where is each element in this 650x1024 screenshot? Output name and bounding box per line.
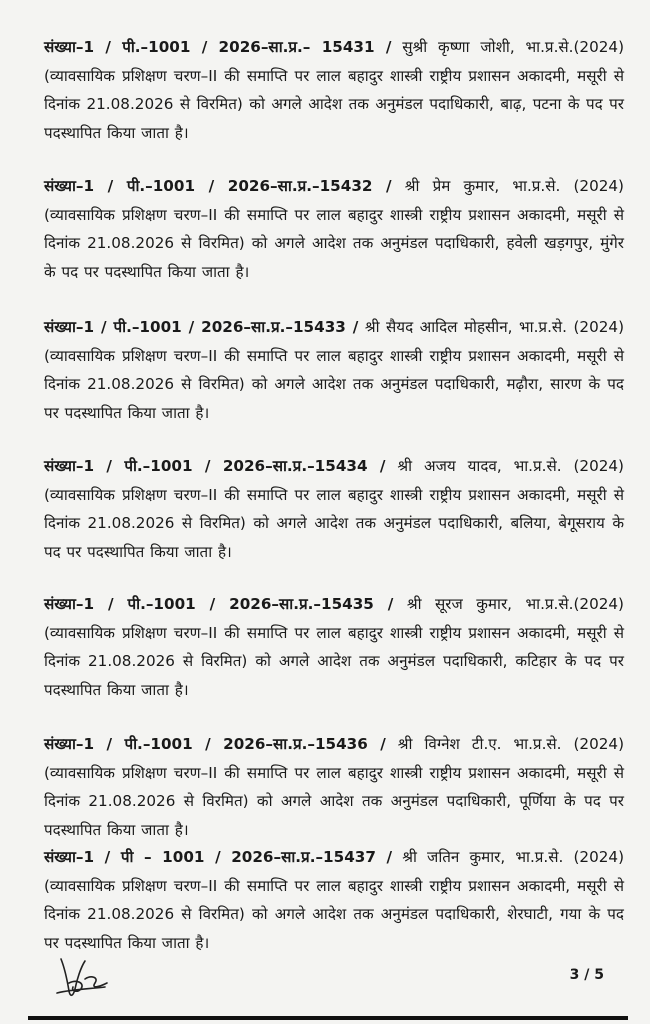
order-text: श्री सूरज कुमार, भा.प्र.से.(2024) (व्यावसायिक प्रशिक्षण चरण–II की समाप्ति पर लाल बहादुर शास्त्री राष्ट्रीय प्रशासन अकादमी, मसूरी से दिनांक 21.08.2026 से विरमित) को अगले आदेश तक अनुमंडल पदाधिकारी, कटिहार के पद पर पदस्थापित किया जाता है। [44,595,624,699]
order-entry-7 [44,843,624,957]
page-number: 3 / 5 [569,967,604,983]
order-entry-1 [44,33,624,147]
order-ref: संख्या–1 / पी.–1001 / 2026–सा.प्र.–15434 / [44,457,386,475]
order-text: सुश्री कृष्णा जोशी, भा.प्र.से.(2024) (व्यावसायिक प्रशिक्षण चरण–II की समाप्ति पर लाल बहादुर शास्त्री राष्ट्रीय प्रशासन अकादमी, मसूरी से दिनांक 21.08.2026 से विरमित) को अगले आदेश तक अनुमंडल पदाधिकारी, बाढ़, पटना के पद पर पदस्थापित किया जाता है। [44,38,625,142]
signature-icon [55,953,115,1001]
order-ref: संख्या–1 / पी.–1001 / 2026–सा.प्र.–15435 / [44,595,394,613]
order-ref: संख्या–1 / पी.–1001 / 2026–सा.प्र.–15433 / [44,318,359,336]
order-ref: संख्या–1 / पी.–1001 / 2026–सा.प्र.– 15431 / [44,38,392,56]
order-entry-4 [44,452,624,566]
order-ref: संख्या–1 / पी – 1001 / 2026–सा.प्र.–15437 / [44,848,393,866]
order-text: श्री जतिन कुमार, भा.प्र.से. (2024) (व्यावसायिक प्रशिक्षण चरण–II की समाप्ति पर लाल बहादुर शास्त्री राष्ट्रीय प्रशासन अकादमी, मसूरी से दिनांक 21.08.2026 से विरमित) को अगले आदेश तक अनुमंडल पदाधिकारी, शेरघाटी, गया के पद पर पदस्थापित किया जाता है। [44,848,624,952]
order-ref: संख्या–1 / पी.–1001 / 2026–सा.प्र.–15436 / [44,735,386,753]
order-entry-5 [44,590,624,704]
bottom-rule [28,1016,628,1020]
order-text: श्री प्रेम कुमार, भा.प्र.से. (2024) (व्यावसायिक प्रशिक्षण चरण–II की समाप्ति पर लाल बहादुर शास्त्री राष्ट्रीय प्रशासन अकादमी, मसूरी से दिनांक 21.08.2026 से विरमित) को अगले आदेश तक अनुमंडल पदाधिकारी, हवेली खड़गपुर, मुंगेर के पद पर पदस्थापित किया जाता है। [44,177,624,281]
order-text: श्री सैयद आदिल मोहसीन, भा.प्र.से. (2024) (व्यावसायिक प्रशिक्षण चरण–II की समाप्ति पर लाल बहादुर शास्त्री राष्ट्रीय प्रशासन अकादमी, मसूरी से दिनांक 21.08.2026 से विरमित) को अगले आदेश तक अनुमंडल पदाधिकारी, मढ़ौरा, सारण के पद पर पदस्थापित किया जाता है। [44,318,624,422]
order-ref: संख्या–1 / पी.–1001 / 2026–सा.प्र.–15432 / [44,177,392,195]
order-text: श्री अजय यादव, भा.प्र.से. (2024) (व्यावसायिक प्रशिक्षण चरण–II की समाप्ति पर लाल बहादुर शास्त्री राष्ट्रीय प्रशासन अकादमी, मसूरी से दिनांक 21.08.2026 से विरमित) को अगले आदेश तक अनुमंडल पदाधिकारी, बलिया, बेगूसराय के पद पर पदस्थापित किया जाता है। [44,457,624,561]
order-entry-6 [44,730,624,844]
order-entry-3 [44,313,624,427]
order-text: श्री विग्नेश टी.ए. भा.प्र.से. (2024) (व्यावसायिक प्रशिक्षण चरण–II की समाप्ति पर लाल बहादुर शास्त्री राष्ट्रीय प्रशासन अकादमी, मसूरी से दिनांक 21.08.2026 से विरमित) को अगले आदेश तक अनुमंडल पदाधिकारी, पूर्णिया के पद पर पदस्थापित किया जाता है। [44,735,624,839]
order-entry-2 [44,172,624,286]
